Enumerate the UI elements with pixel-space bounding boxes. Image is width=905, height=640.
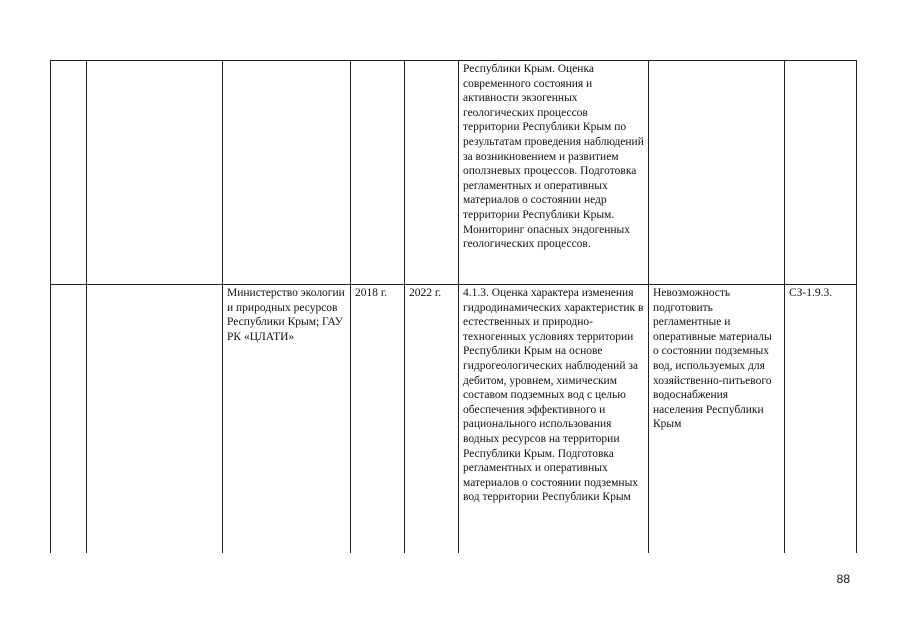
organization-cell bbox=[223, 61, 351, 285]
description-cell bbox=[459, 61, 649, 285]
end-year-cell bbox=[405, 285, 459, 553]
number-cell bbox=[51, 285, 87, 553]
table-row bbox=[51, 61, 857, 285]
number-cell bbox=[51, 61, 87, 285]
risk-cell bbox=[649, 285, 785, 553]
risk-text: Невозможность подготовить регламентные и оперативные материалы о состоянии подземных вод, используемых для хозяйственно-питьевого водоснабжения населения Республики Крым bbox=[653, 287, 772, 431]
start-year-cell bbox=[351, 61, 405, 285]
page-number: 88 bbox=[836, 572, 850, 586]
end-year-text: 2022 г. bbox=[409, 287, 442, 299]
organization-text: Министерство экологии и природных ресурсов Республики Крым; ГАУ РК «ЦЛАТИ» bbox=[227, 287, 345, 343]
code-text: СЗ-1.9.3. bbox=[789, 287, 833, 299]
end-year-cell bbox=[405, 61, 459, 285]
description-text: 4.1.3. Оценка характера изменения гидродинамических характеристик в естественных и природно-техногенных условиях территории Республики Крым на основе гидрогеологических наблюдений за дебитом, уровнем, химическим составом подземных вод с целью обеспечения эффективного и рационального использования водных ресурсов на территории Республики Крым. Подготовка регламентных и оперативных материалов о состоянии подземных вод территории Республики Крым bbox=[463, 287, 644, 504]
code-cell bbox=[785, 61, 857, 285]
organization-cell bbox=[223, 285, 351, 553]
empty-cell bbox=[87, 61, 223, 285]
table-row bbox=[51, 285, 857, 553]
description-text: Республики Крым. Оценка современного состояния и активности экзогенных геологических процессов территории Республики Крым по результатам проведения наблюдений за возникновением и развитием оползневых процессов. Подготовка регламентных и оперативных материалов о состоянии недр территории Республики Крым. Мониторинг опасных эндогенных геологических процессов. bbox=[463, 63, 644, 251]
start-year-text: 2018 г. bbox=[355, 287, 388, 299]
empty-cell bbox=[87, 285, 223, 553]
description-cell bbox=[459, 285, 649, 553]
code-cell bbox=[785, 285, 857, 553]
risk-cell bbox=[649, 61, 785, 285]
program-table bbox=[50, 60, 857, 553]
start-year-cell bbox=[351, 285, 405, 553]
